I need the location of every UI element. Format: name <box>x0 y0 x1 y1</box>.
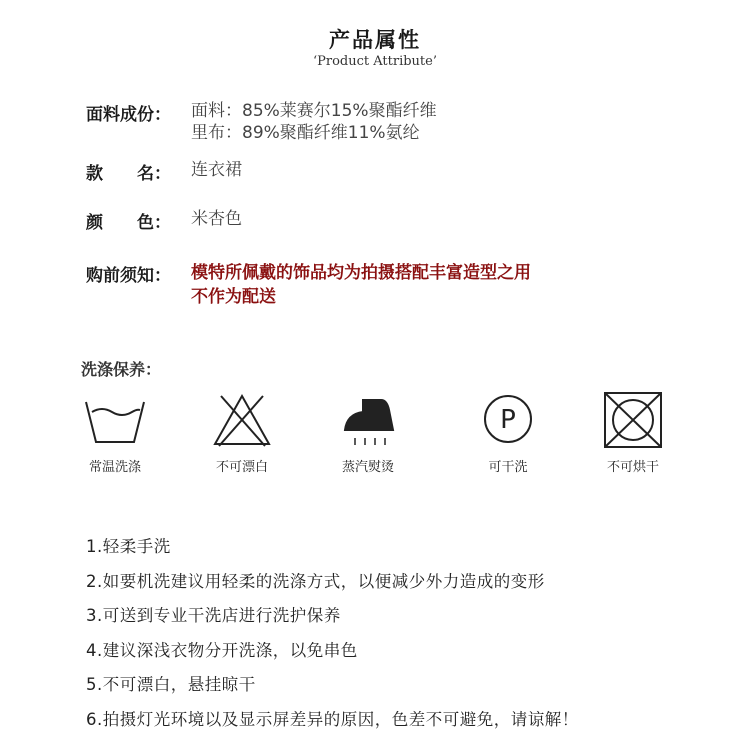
care-item-steam-iron <box>313 390 423 475</box>
color-value: 米杏色 <box>191 208 242 230</box>
care-label-steam-iron: 蒸汽熨烫 <box>313 456 423 475</box>
page-title: 产品属性 <box>0 24 750 54</box>
instruction-item: 5.不可漂白，悬挂晾干 <box>86 672 579 707</box>
dry-clean-p-icon <box>473 390 543 450</box>
instruction-item: 3.可送到专业干洗店进行洗护保养 <box>86 603 579 638</box>
do-not-bleach-icon <box>207 390 277 450</box>
style-name-value: 连衣裙 <box>191 159 242 181</box>
page-subtitle: ‘Product Attribute’ <box>0 54 750 69</box>
steam-iron-icon <box>333 390 403 450</box>
notice-line-2: 不作为配送 <box>191 285 531 309</box>
fabric-outer-line: 面料：85%莱赛尔15%聚酯纤维 <box>191 100 437 122</box>
care-heading: 洗涤保养： <box>81 357 161 380</box>
care-item-dry-clean <box>453 390 563 475</box>
care-item-no-tumble-dry <box>578 390 688 475</box>
do-not-tumble-dry-icon <box>598 390 668 450</box>
care-item-normal-wash <box>60 390 170 475</box>
care-label-no-tumble-dry: 不可烘干 <box>578 456 688 475</box>
instruction-item: 1.轻柔手洗 <box>86 534 579 569</box>
instruction-item: 6.拍摄灯光环境以及显示屏差异的原因，色差不可避免，请谅解！ <box>86 707 579 741</box>
instruction-item: 2.如要机洗建议用轻柔的洗涤方式，以便减少外力造成的变形 <box>86 569 579 604</box>
care-label-dry-clean: 可干洗 <box>453 456 563 475</box>
notice-text <box>191 261 531 309</box>
instruction-item: 4.建议深浅衣物分开洗涤，以免串色 <box>86 638 579 673</box>
style-name-label: 款 名： <box>86 159 171 184</box>
fabric-value <box>191 100 437 144</box>
color-label: 颜 色： <box>86 208 171 233</box>
washtub-icon <box>80 390 150 450</box>
notice-label: 购前须知： <box>86 261 171 286</box>
care-item-no-bleach <box>187 390 297 475</box>
fabric-lining-line: 里布：89%聚酯纤维11%氨纶 <box>191 122 437 144</box>
care-label-no-bleach: 不可漂白 <box>187 456 297 475</box>
fabric-label: 面料成份： <box>86 100 171 125</box>
svg-text:P: P <box>500 405 516 435</box>
care-label-normal-wash: 常温洗涤 <box>60 456 170 475</box>
notice-line-1: 模特所佩戴的饰品均为拍摄搭配丰富造型之用 <box>191 261 531 285</box>
care-instructions <box>86 534 579 741</box>
